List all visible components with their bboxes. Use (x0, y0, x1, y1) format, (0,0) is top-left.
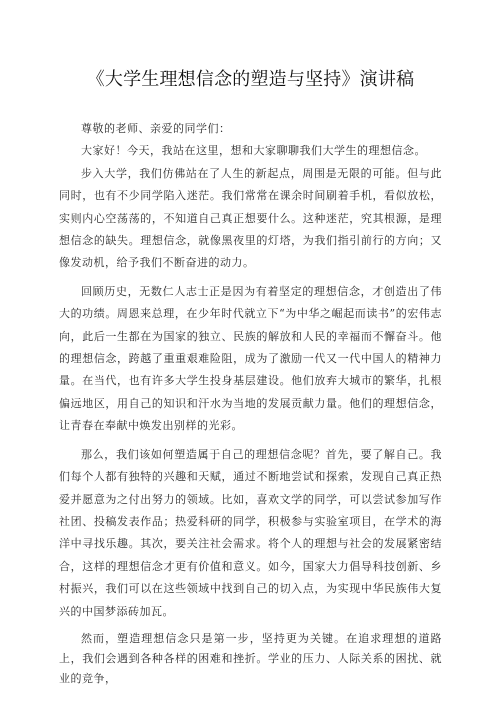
paragraph-salutation: 尊敬的老师、亲爱的同学们： (81, 122, 231, 135)
paragraph-body-1: 步入大学，我们仿佛站在了人生的新起点，周围是无限的可能。但与此同时，也有不少同学陷入迷茫。我们常常在课余时间刷着手机，看似放松，实则内心空荡荡的，不知道自己真正想要什么。这种迷茫，究其根源，是理想信念的缺失。理想信念，就像黑夜里的灯塔，为我们指引前行的方向；又像发动机，给予我们不断奋进的动力。 (59, 166, 442, 270)
paragraph-body-2: 回顾历史，无数仁人志士正是因为有着坚定的理想信念，才创造出了伟大的功绩。周恩来总理，在少年时代就立下“为中华之崛起而读书”的宏伟志向，此后一生都在为国家的独立、民族的解放和人民的幸福而不懈奋斗。他的理想信念，跨越了重重艰难险阻，成为了激励一代又一代中国人的精神力量。在当代，也有许多大学生投身基层建设。他们放弃大城市的繁华，扎根偏远地区，用自己的知识和汗水为当地的发展贡献力量。他们的理想信念，让青春在奉献中焕发出别样的光彩。 (59, 284, 442, 433)
paragraph-body-4: 然而，塑造理想信念只是第一步，坚持更为关键。在追求理想的道路上，我们会遇到各种各样的困难和挫折。学业的压力、人际关系的困扰、就业的竞争， (59, 631, 442, 685)
document-title: 《大学生理想信念的塑造与坚持》演讲稿 (86, 69, 415, 90)
paragraph-greeting: 大家好！今天，我站在这里，想和大家聊聊我们大学生的理想信念。 (81, 144, 426, 158)
paragraph-body-3: 那么，我们该如何塑造属于自己的理想信念呢？首先，要了解自己。我们每个人都有独特的兴趣和天赋，通过不断地尝试和探索，发现自己真正热爱并愿意为之付出努力的领域。比如，喜欢文学的同学，可以尝试参加写作社团、投稿发表作品；热爱科研的同学，积极参与实验室项目，在学术的海洋中寻找乐趣。其次，要关注社会需求。将个人的理想与社会的发展紧密结合，这样的理想信念才更有价值和意义。如今，国家大力倡导科技创新、乡村振兴，我们可以在这些领域中找到自己的切入点，为实现中华民族伟大复兴的中国梦添砖加瓦。 (59, 447, 442, 618)
